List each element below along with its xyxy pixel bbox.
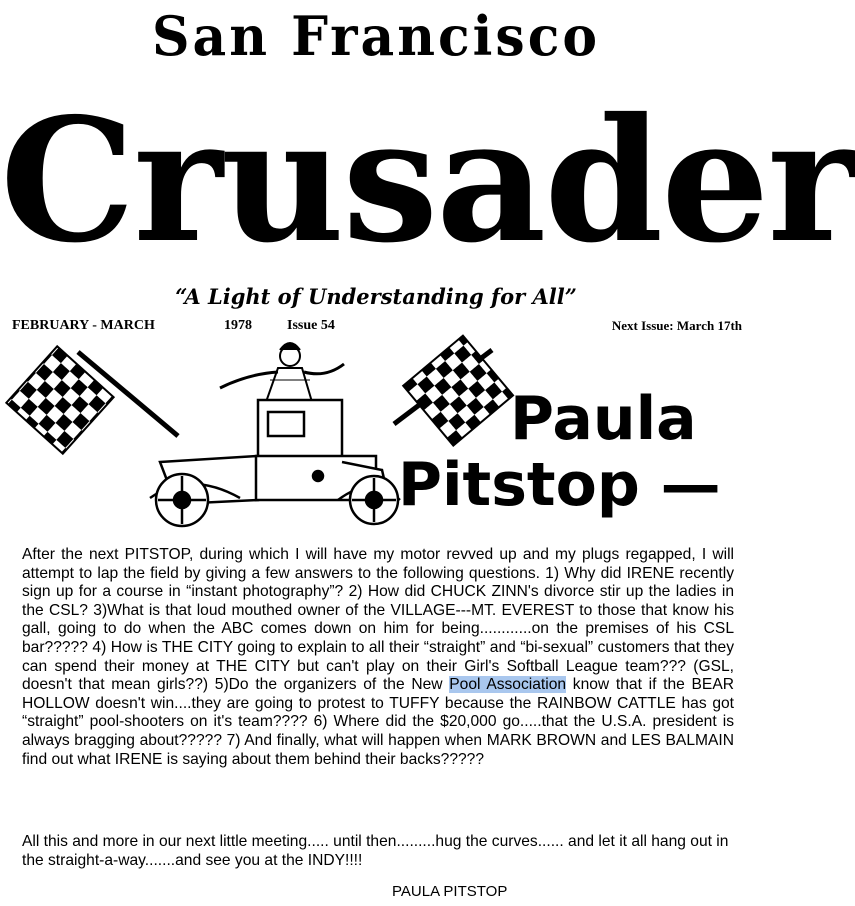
article-text-part1: After the next PITSTOP, during which I will have my motor revved up and my plugs regapped, I will attempt to lap the field by giving a few answers to the following questions. 1) Why did IRENE recently sign up for a course in “instant photography”? 2) How did CHUCK ZINN's divorce stir up the ladies in the CSL? 3)What is that loud mouthed owner of the VILLAGE---MT. EVEREST to those that know his gall, going to do when the ABC comes down on him for being............on the premises of his CSL bar????? 4) How is THE CITY going to explain to all their “straight” and “bi-sexual” customers that they can spend their money at THE CITY but can't play on their Girl's Softball League team??? (GSL, doesn't that mean girls??) 5)Do the organizers of the New	[22, 546, 734, 694]
closing-paragraph: All this and more in our next little meeting..... until then.........hug the curves...... and let it all hang out in the straight-a-way.......and see you at the INDY!!!!	[22, 833, 729, 869]
article-paragraph	[22, 546, 734, 769]
column-title	[398, 386, 721, 518]
woman-driver-illustration	[220, 343, 344, 402]
issue-year: 1978	[224, 318, 252, 333]
signature: PAULA PITSTOP	[392, 883, 508, 900]
masthead-title: Crusader	[0, 81, 855, 281]
highlighted-text: Pool Association	[449, 676, 567, 694]
article-text-part2: know that if the BEAR HOLLOW doesn't win....they are going to protest to TUFFY because the RAINBOW CATTLE has got “straight” pool-shooters on it's team???? 6) Where did the $20,000 go.....that the U.S.A. president is always bragging about????? 7) And finally, what will happen when MARK BROWN and LES BALMAIN find out what IRENE is saying about them behind their backs?????	[22, 676, 734, 768]
issue-line	[12, 318, 742, 338]
article-body	[22, 546, 734, 769]
column-title-line2: Pitstop —	[398, 450, 721, 520]
next-issue: Next Issue: March 17th	[611, 318, 742, 333]
column-title-line1: Paula	[510, 384, 697, 454]
motto: “A Light of Understanding for All”	[175, 284, 577, 309]
masthead-city: San Francisco	[151, 4, 601, 69]
checkered-flag-left-icon	[6, 346, 178, 453]
issue-number: Issue 54	[287, 318, 335, 333]
issue-date: FEBRUARY - MARCH	[12, 318, 155, 333]
model-t-car-illustration	[150, 400, 400, 526]
